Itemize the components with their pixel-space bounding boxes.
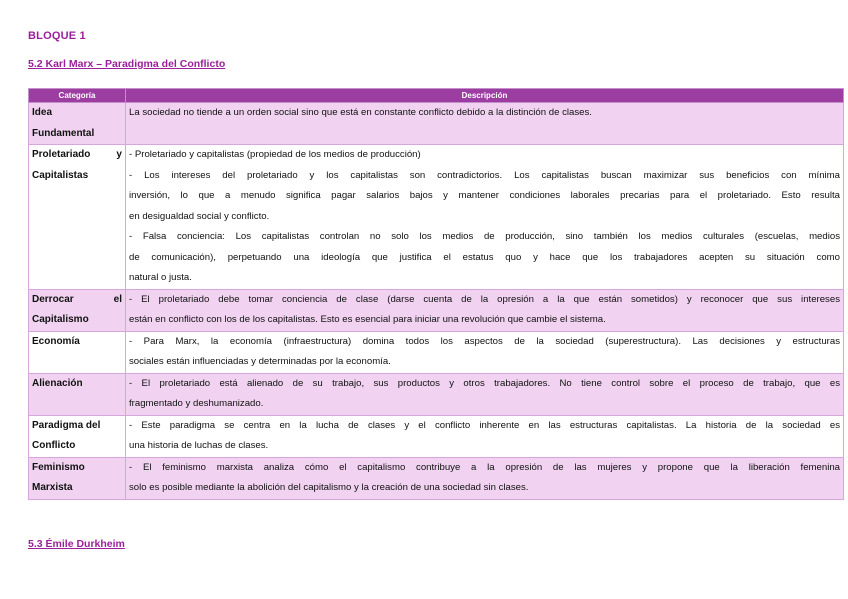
category-line: Derrocar el (32, 293, 122, 305)
block-heading: BLOQUE 1 (28, 30, 86, 42)
row-category (29, 457, 126, 499)
row-description (126, 103, 844, 145)
row-description (126, 373, 844, 415)
category-line: Feminismo (32, 461, 85, 473)
row-description (126, 145, 844, 290)
description-line: - Este paradigma se centra en la lucha de clases y el conflicto inherente en las estructuras capitalistas. La historia de la sociedad es (129, 419, 840, 431)
category-line: Fundamental (32, 127, 95, 139)
section-heading-durkheim[interactable]: 5.3 Émile Durkheim (28, 538, 125, 550)
description-line: - Falsa conciencia: Los capitalistas controlan no solo los medios de producción, sino también los medios culturales (escuelas, medios (129, 231, 840, 242)
row-description (126, 289, 844, 331)
category-line: Conflicto (32, 440, 76, 451)
row-category (29, 415, 126, 457)
category-line: Marxista (32, 482, 73, 493)
description-line: - El proletariado debe tomar conciencia de clase (darse cuenta de la opresión a la que están sometidos) y reconocer que sus intereses (129, 293, 840, 305)
description-line: - Los intereses del proletariado y los capitalistas son contradictorios. Los capitalistas buscan maximizar sus beneficios con mínima (129, 169, 840, 181)
description-line: - Para Marx, la economía (infraestructura) domina todos los aspectos de la sociedad (superestructura). Las decisiones y estructuras (129, 335, 840, 347)
description-line: en desigualdad social y conflicto. (129, 210, 270, 222)
row-category (29, 145, 126, 290)
category-line: Economía (32, 335, 80, 347)
row-category (29, 289, 126, 331)
table-row (29, 373, 844, 415)
table-row (29, 415, 844, 457)
header-descripcion: Descripción (126, 89, 844, 103)
header-categoria: Categoría (29, 89, 126, 103)
table-row (29, 145, 844, 290)
description-line: solo es posible mediante la abolición del capitalismo y la creación de una sociedad sin clases. (129, 482, 529, 493)
table-row (29, 289, 844, 331)
section-heading-marx[interactable]: 5.2 Karl Marx – Paradigma del Conflicto (28, 58, 226, 70)
row-description (126, 415, 844, 457)
description-line: - Proletariado y capitalistas (propiedad de los medios de producción) (129, 149, 421, 160)
description-line: están en conflicto con los de los capitalistas. Esto es esencial para iniciar una revolución que cambie el sistema. (129, 314, 606, 325)
row-description (126, 331, 844, 373)
category-line: Paradigma del (32, 419, 101, 431)
row-category (29, 373, 126, 415)
row-category (29, 103, 126, 145)
row-description (126, 457, 844, 499)
category-line: Idea (32, 107, 53, 118)
category-line: Proletariado y (32, 149, 122, 160)
description-line: una historia de luchas de clases. (129, 440, 269, 451)
description-line: - El proletariado está alienado de su trabajo, sus productos y otros trabajadores. No tiene control sobre el proceso de trabajo, que es (129, 377, 840, 389)
category-line: Capitalismo (32, 314, 89, 325)
description-line: natural o justa. (129, 272, 192, 283)
description-line: inversión, lo que a menudo significa pagar salarios bajos y mantener condiciones laborales precarias para el proletariado. Esto resulta (129, 190, 840, 201)
row-category (29, 331, 126, 373)
category-line: Capitalistas (32, 169, 89, 181)
description-line: fragmentado y deshumanizado. (129, 398, 264, 409)
description-line: - El feminismo marxista analiza cómo el capitalismo contribuye a la opresión de las mujeres y propone que la liberación femenina (129, 461, 840, 473)
table-row (29, 331, 844, 373)
category-line: Alienación (32, 377, 83, 389)
table-row (29, 103, 844, 145)
description-line: La sociedad no tiende a un orden social sino que está en constante conflicto debido a la distinción de clases. (129, 107, 592, 118)
table-header-row (29, 89, 844, 103)
marx-table (28, 88, 844, 500)
description-line: de comunicación), perpetuando una ideología que justifica el estatus quo y hace que los trabajadores acepten su situación como (129, 251, 840, 263)
table-row (29, 457, 844, 499)
description-line: sociales están influenciadas y determinadas por la economía. (129, 356, 391, 367)
